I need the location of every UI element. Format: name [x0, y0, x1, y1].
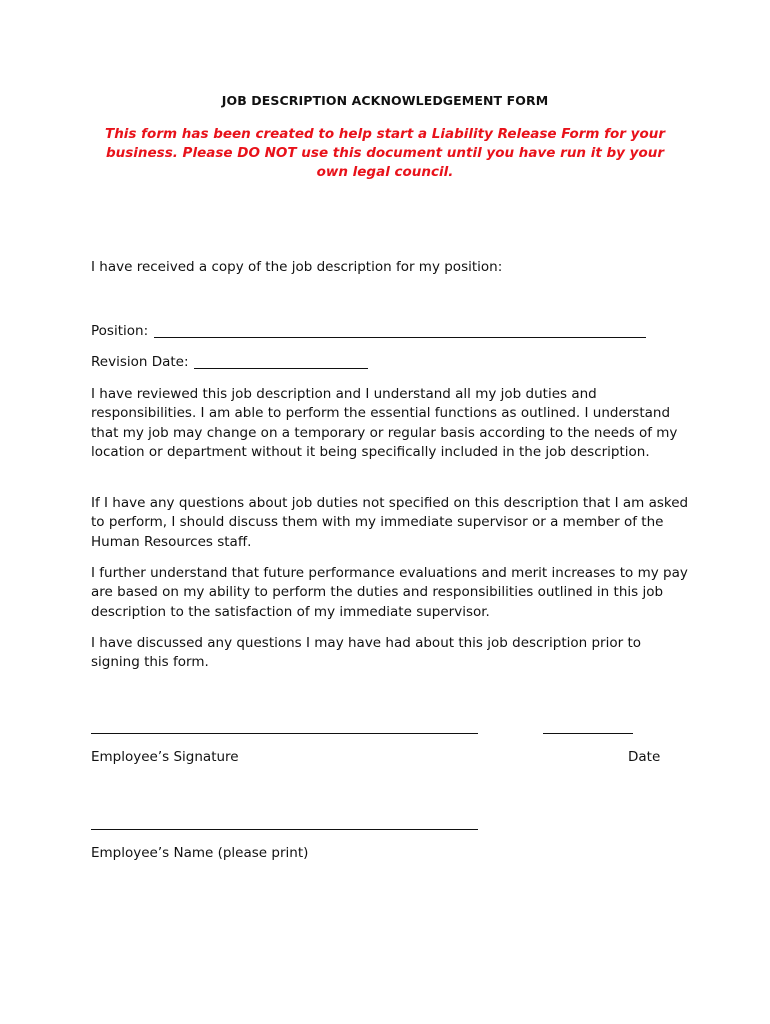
- name-line[interactable]: [91, 829, 478, 830]
- revision-date-label: Revision Date:: [91, 354, 189, 370]
- name-label: Employee’s Name (please print): [91, 845, 309, 861]
- paragraph-questions: If I have any questions about job duties not specified on this description that I am asked to perform, I should discuss them with my immediate supervisor or a member of the Human Resources staff.: [91, 495, 689, 550]
- paragraph-discussed: I have discussed any questions I may have had about this job description prior to signing this form.: [91, 635, 642, 671]
- form-title: JOB DESCRIPTION ACKNOWLEDGEMENT FORM: [221, 93, 549, 108]
- date-label: Date: [628, 749, 661, 765]
- position-field-line[interactable]: [154, 337, 646, 338]
- position-label: Position:: [91, 323, 149, 339]
- date-line[interactable]: [543, 733, 633, 734]
- intro-text: I have received a copy of the job description for my position:: [91, 259, 503, 275]
- paragraph-evaluations: I further understand that future performance evaluations and merit increases to my pay are based on my ability to perform the duties and responsibilities outlined in this job description to the satisfaction of my immediate supervisor.: [91, 565, 688, 620]
- signature-label: Employee’s Signature: [91, 749, 239, 765]
- legal-warning: This form has been created to help start a Liability Release Form for your business. Please DO NOT use this document until you have run it by your own legal council.: [104, 126, 666, 180]
- signature-line[interactable]: [91, 733, 478, 734]
- revision-date-field-line[interactable]: [194, 368, 368, 369]
- paragraph-review: I have reviewed this job description and I understand all my job duties and responsibilities. I am able to perform the essential functions as outlined. I understand that my job may change on a temporary or regular basis according to the needs of my location or department without it being specifically included in the job description.: [91, 386, 678, 460]
